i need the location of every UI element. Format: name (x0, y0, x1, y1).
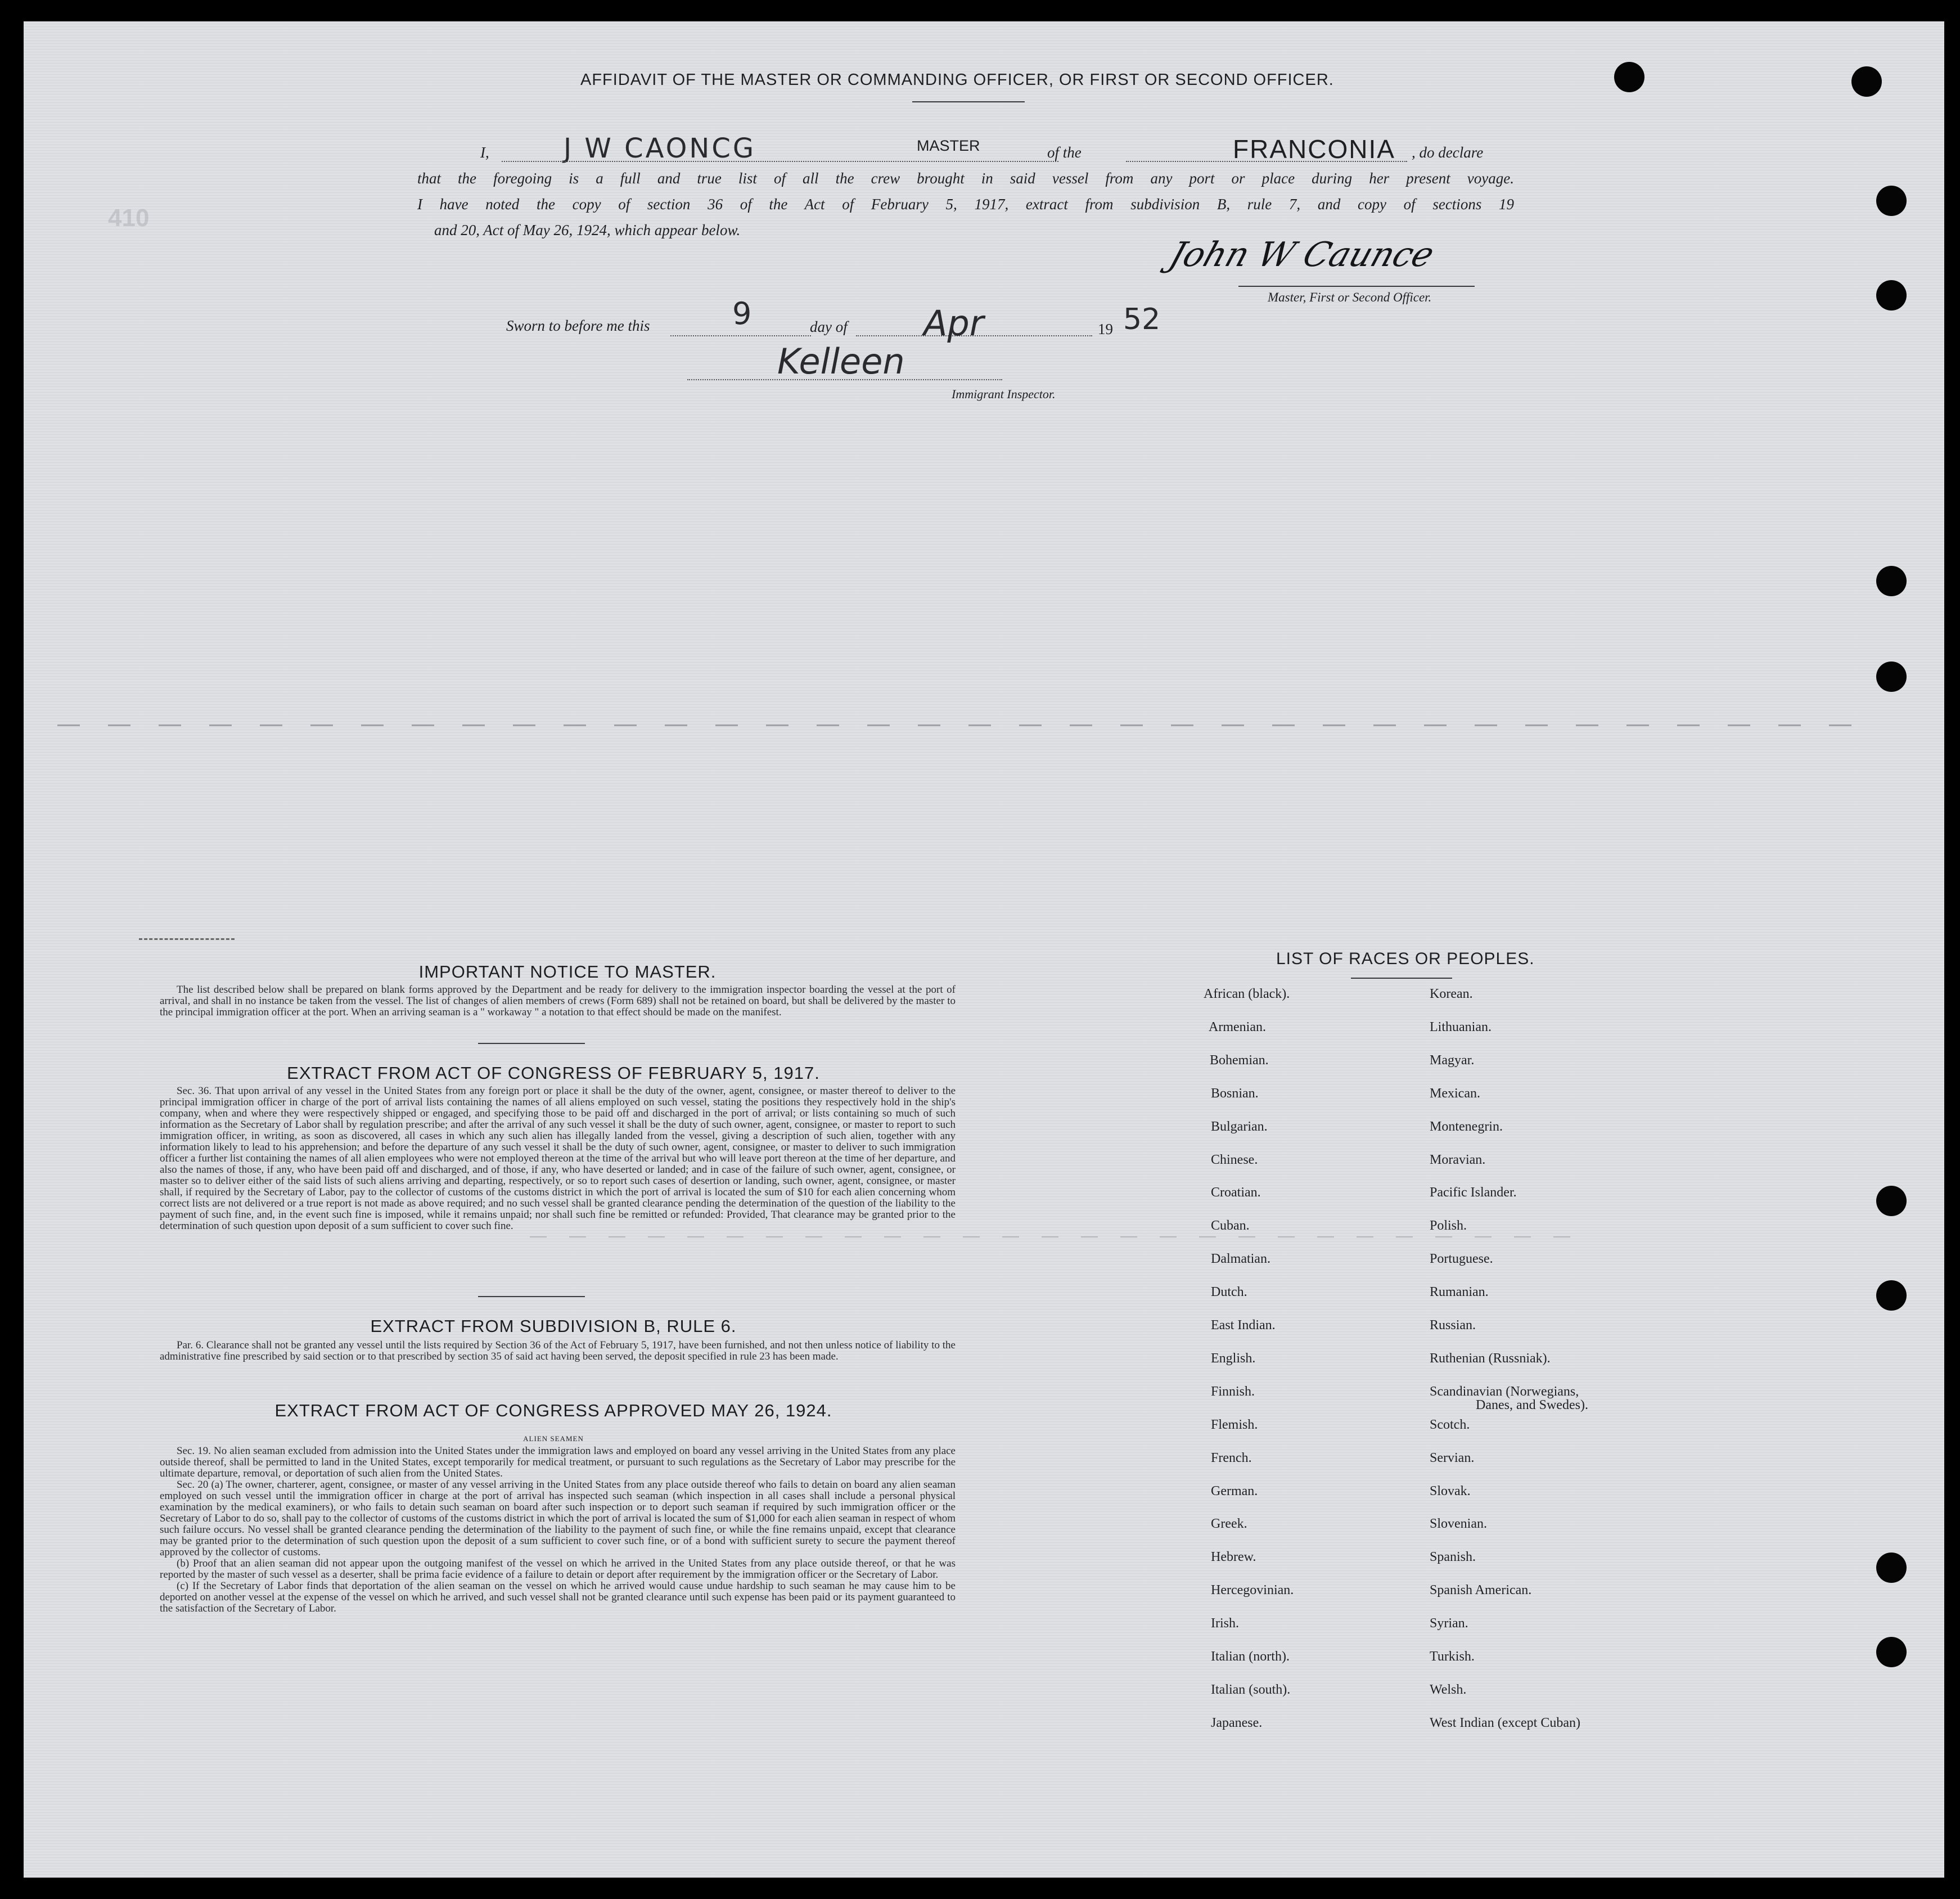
race-item: Polish. (1430, 1218, 1467, 1233)
section-36-paragraph: Sec. 36. That upon arrival of any vessel in the United States from any foreign port or place it shall be the duty of the owner, agent, consignee, or master thereof to deliver to the principal immigration officer in charge of the port of arrival lists containing the names of all aliens employed on such vessel, stating the positions they respectively hold in the ship's company, when and where they were respectively shipped or engaged, and specifying those to be paid off and discharged in the port of arrival; or lists containing so much of such information as the Secretary of Labor shall by regulation prescribe; and after the arrival of any such vessel it shall be the duty of such owner, agent, consignee, or master to report to such immigration officer, in writing, as soon as discovered, all cases in which any such alien has illegally landed from the vessel, giving a description of such alien, together with any information likely to lead to his apprehension; and before the departure of any such vessel it shall be the duty of such owner, agent, consignee, or master to deliver to such immigration officer a further list containing the names of all alien employees who were not employed thereon at the time of the arrival but who will leave port thereon at the time of her departure, and also the names of those, if any, who have been paid off and discharged, and of those, if any, who have deserted or landed; and in case of the failure of such owner, agent, consignee, or master so to deliver either of the said lists of such aliens arriving and departing, respectively, or so to report such cases of desertion or landing, such owner, agent, consignee, or master shall, if required by the Secretary of Labor, pay to the collector of customs of the customs district in which the port of arrival is located the sum of $10 for each alien concerning whom correct lists are not delivered or a true report is not made as above required; and no such vessel shall be granted clearance pending the determination of the question of the liability to the payment of such fine, and, in the event such fine is imposed, while it remains unpaid; nor shall such fine be remitted or refunded: Provided, That clearance may be granted prior to the determination of such question upon deposit of a sum sufficient to cover such fine. (160, 1085, 956, 1232)
fold-mark (57, 724, 1857, 726)
race-item-continuation: Danes, and Swedes). (1476, 1398, 1588, 1412)
name-dotted-line (502, 161, 1058, 162)
punch-hole (1876, 1186, 1907, 1216)
race-item: Magyar. (1430, 1053, 1475, 1068)
race-item: East Indian. (1211, 1318, 1276, 1333)
extract-1924-title: EXTRACT FROM ACT OF CONGRESS APPROVED MAY 26, 1924. (274, 1401, 832, 1420)
race-item: Finnish. (1211, 1384, 1255, 1399)
i-label: I, (480, 144, 489, 161)
race-item: West Indian (except Cuban) (1430, 1716, 1580, 1730)
inspector-dotted-line (687, 379, 1002, 380)
year-suffix: 52 (1123, 303, 1161, 336)
affidavit-body-2: I have noted the copy of section 36 of the Act of February 5, 1917, extract from subdivision B, rule 7, and copy of sections 19 (417, 196, 1514, 213)
race-item: Bohemian. (1210, 1053, 1269, 1068)
signature-line (1238, 286, 1475, 287)
race-item: Hebrew. (1211, 1550, 1256, 1564)
races-underline (1351, 978, 1452, 979)
inspector-caption: Immigrant Inspector. (952, 387, 1056, 401)
race-item: Lithuanian. (1430, 1020, 1492, 1034)
race-item: Spanish. (1430, 1550, 1476, 1564)
race-item: African (black). (1204, 987, 1290, 1001)
punch-hole (1876, 662, 1907, 692)
race-item: English. (1211, 1351, 1256, 1366)
race-item: Croatian. (1211, 1185, 1261, 1200)
punch-hole (1876, 186, 1907, 216)
section-20a-paragraph: Sec. 20 (a) The owner, charterer, agent, consignee, or master of any vessel arriving in the United States from any place outside thereof who fails to detain on board any alien seaman employed on such vessel until the immigration officer in charge at the port of arrival has inspected such seaman (which inspection in all cases shall include a personal physical examination by the medical examiners), or who fails to detain such seaman on board after such inspection or to deport such seaman if required by such immigration officer or the Secretary of Labor to do so, shall pay to the collector of customs of the customs district in which the port of arrival is located the sum of $1,000 for each alien seaman in respect of whom such failure occurs. No vessel shall be granted clearance pending the determination of the liability to the payment of such fine, or while the fine remains unpaid, except that clearance may be granted prior to the determination of such question upon the deposit of a sum sufficient to cover such fine, or of a bond with sufficient surety to secure the payment thereof approved by the collector of customs. (160, 1479, 956, 1558)
of-the-label: of the (1047, 144, 1082, 161)
race-item: Montenegrin. (1430, 1119, 1503, 1134)
race-item: Mexican. (1430, 1086, 1480, 1101)
race-item: Portuguese. (1430, 1252, 1493, 1266)
paragraph-6: Par. 6. Clearance shall not be granted any vessel until the lists required by Section 36 of the Act of February 5, 1917, have been furnished, and not then unless notice of liability to the administrative fine prescribed by said section or to that prescribed by section 35 of said act having been served, the deposit specified in rule 23 has been made. (160, 1339, 956, 1362)
section-20c-paragraph: (c) If the Secretary of Labor finds that deportation of the alien seaman on the vessel on which he arrived would cause undue hardship to such seaman he may cause him to be deported on another vessel at the expense of the vessel on which he arrived, and such vessel shall not be granted clearance until such expense has been paid or its payment guaranteed to the satisfaction of the Secretary of Labor. (160, 1580, 956, 1614)
race-item: Japanese. (1211, 1716, 1263, 1730)
punch-hole (1876, 1637, 1907, 1667)
race-item: Welsh. (1430, 1682, 1467, 1697)
race-item: Spanish American. (1430, 1583, 1532, 1598)
race-item: Cuban. (1211, 1218, 1250, 1233)
day-dotted-line (670, 335, 811, 336)
section-19-paragraph: Sec. 19. No alien seaman excluded from admission into the United States under the immigration laws and employed on board any vessel arriving in the United States from any place outside thereof, shall be permitted to land in the United States, except temporarily for medical treatment, or pursuant to such regulations as the Secretary of Labor may prescribe for the ultimate departure, removal, or deportation of such alien from the United States. (160, 1445, 956, 1479)
race-item: Pacific Islander. (1430, 1185, 1517, 1200)
race-item: Flemish. (1211, 1418, 1258, 1432)
races-title: LIST OF RACES OR PEOPLES. (1276, 950, 1535, 968)
notice-title: IMPORTANT NOTICE TO MASTER. (418, 962, 717, 982)
race-item: Moravian. (1430, 1153, 1486, 1167)
race-item: Chinese. (1211, 1153, 1258, 1167)
race-item: Bulgarian. (1211, 1119, 1268, 1134)
rule-6-text (160, 1340, 956, 1362)
notice-text (160, 984, 956, 1018)
punch-hole (1876, 1280, 1907, 1311)
race-item: Russian. (1430, 1318, 1476, 1333)
punch-hole (1876, 280, 1907, 310)
sworn-label: Sworn to before me this (506, 317, 650, 334)
separator (478, 1043, 585, 1044)
race-item: Bosnian. (1211, 1086, 1259, 1101)
race-item: Slovak. (1430, 1484, 1471, 1498)
race-item: Armenian. (1209, 1020, 1266, 1034)
vessel-name: FRANCONIA (1233, 134, 1395, 164)
extract-1924-text (160, 1446, 956, 1614)
race-item: Scandinavian (Norwegians, (1430, 1384, 1579, 1399)
rule-6-title: EXTRACT FROM SUBDIVISION B, RULE 6. (370, 1316, 737, 1336)
punch-hole (1614, 62, 1644, 92)
title-underline (912, 101, 1025, 102)
race-item: Dutch. (1211, 1285, 1247, 1299)
race-item: Servian. (1430, 1451, 1475, 1465)
race-item: Rumanian. (1430, 1285, 1489, 1299)
extract-1917-title: EXTRACT FROM ACT OF CONGRESS OF FEBRUARY 5, 1917. (287, 1063, 820, 1083)
race-item: Irish. (1211, 1616, 1239, 1631)
race-item: Italian (north). (1211, 1649, 1290, 1664)
race-item: Scotch. (1430, 1418, 1470, 1432)
punch-hole (1876, 1552, 1907, 1583)
race-item: Dalmatian. (1211, 1252, 1270, 1266)
race-item: Syrian. (1430, 1616, 1468, 1631)
race-item: French. (1211, 1451, 1252, 1465)
punch-hole (1876, 566, 1907, 596)
race-item: Slovenian. (1430, 1516, 1487, 1531)
document-sheet (24, 21, 1944, 1878)
race-item: Turkish. (1430, 1649, 1475, 1664)
separator (478, 1296, 585, 1297)
bleed-through-number: 410 (108, 204, 150, 232)
rank: MASTER (917, 137, 980, 154)
race-item: Greek. (1211, 1516, 1247, 1531)
race-item: German. (1211, 1484, 1258, 1498)
do-declare-label: , do declare (1412, 144, 1484, 161)
affidavit-body-3: and 20, Act of May 26, 1924, which appear below. (434, 222, 741, 238)
day-of-label: day of (810, 318, 848, 335)
section-20b-paragraph: (b) Proof that an alien seaman did not appear upon the outgoing manifest of the vessel on which he arrived in the United States from any place outside thereof, or that he was reported by the master of such vessel as a deserter, shall be prima facie evidence of a failure to detain or deport after requirement by the immigration officer or the Secretary of Labor. (160, 1558, 956, 1581)
signature-caption: Master, First or Second Officer. (1268, 290, 1432, 304)
sworn-month: Apr (923, 303, 984, 344)
officer-name: J W CAONCG (564, 133, 756, 164)
alien-seamen-subtitle: ALIEN SEAMEN (523, 1434, 584, 1443)
affidavit-title: AFFIDAVIT OF THE MASTER OR COMMANDING OFFICER, OR FIRST OR SECOND OFFICER. (580, 71, 1334, 89)
section-dash (139, 938, 235, 940)
fold-mark (530, 1236, 1570, 1238)
year-prefix: 19 (1098, 321, 1113, 338)
inspector-signature: Kelleen (777, 341, 905, 382)
master-signature: John W Caunce (1164, 235, 1439, 274)
notice-paragraph: The list described below shall be prepared on blank forms approved by the Department and be ready for delivery to the immigration inspector boarding the vessel at the port of arrival, and shall in no instance be taken from the vessel. The list of changes of alien members of crews (Form 689) shall not be retained on board, but shall be delivered by the master to the principal immigration officer at the port. When an arriving seaman is a " workaway " a notation to that effect should be made on the manifest. (160, 984, 956, 1018)
race-item: Hercegovinian. (1211, 1583, 1294, 1598)
punch-hole (1851, 66, 1882, 97)
vessel-dotted-line (1126, 161, 1407, 162)
race-item: Italian (south). (1211, 1682, 1291, 1697)
race-item: Korean. (1430, 987, 1473, 1001)
race-item: Ruthenian (Russniak). (1430, 1351, 1551, 1366)
sworn-day: 9 (732, 296, 752, 331)
extract-1917-text (160, 1086, 956, 1232)
affidavit-body-1: that the foregoing is a full and true list of all the crew brought in said vessel from any port or place during her present voyage. (417, 170, 1514, 187)
